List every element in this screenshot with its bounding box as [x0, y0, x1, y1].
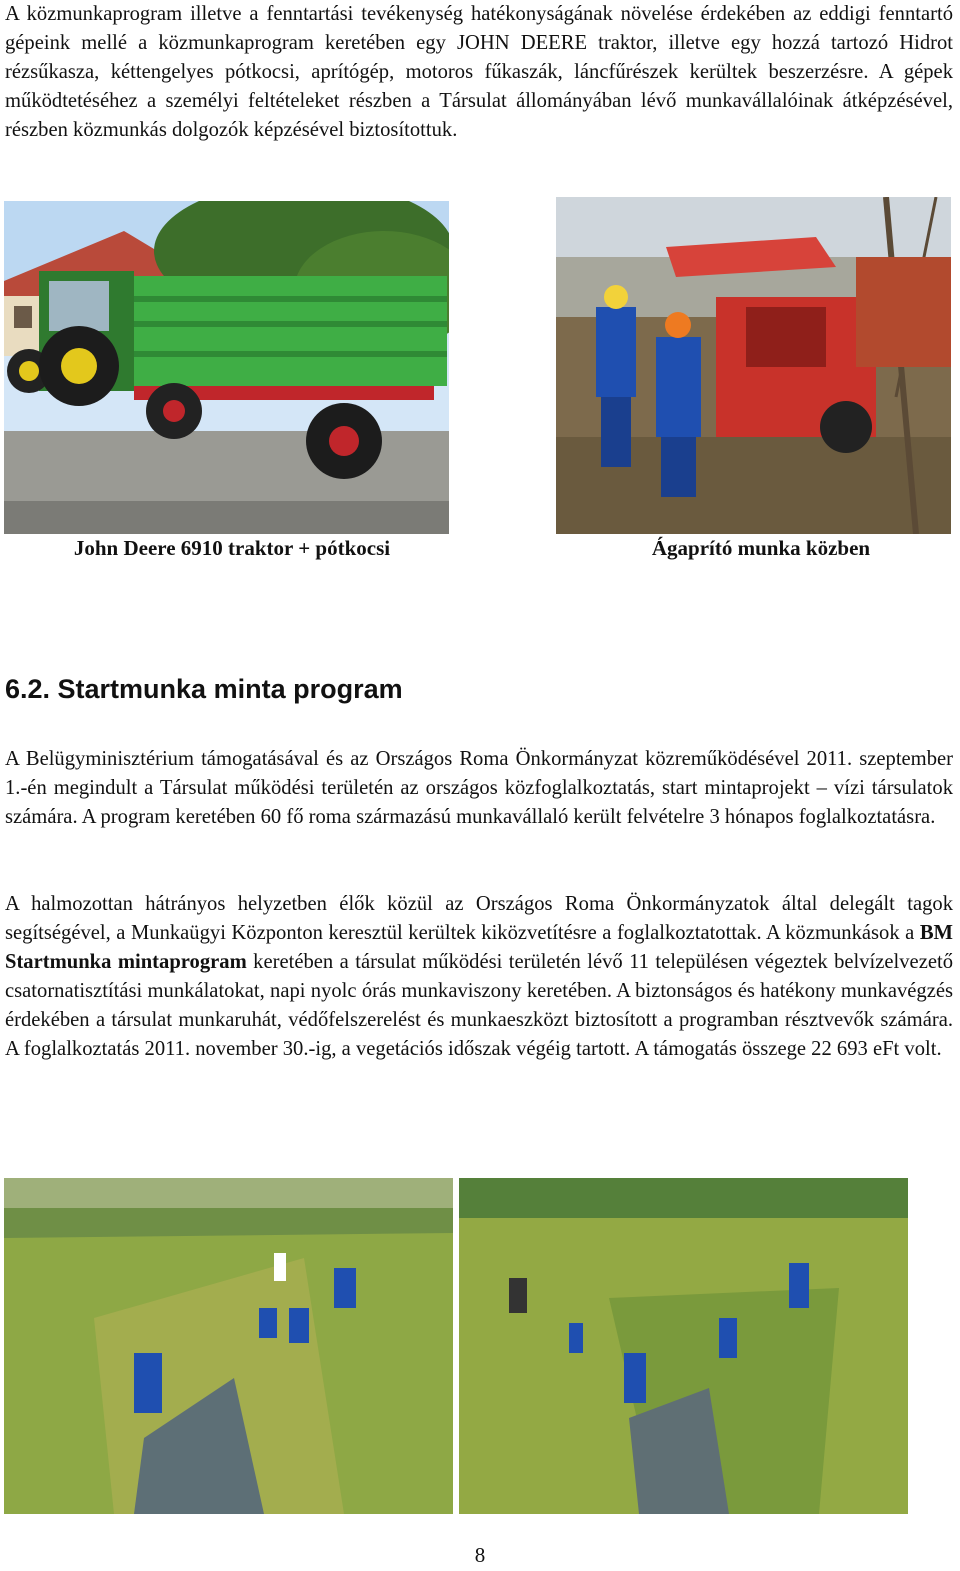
- paragraph-3-bold: BM Startmunka mintaprogram: [5, 922, 953, 973]
- tractor-photo: [4, 201, 449, 534]
- canal-workers-photo-left: [4, 1178, 453, 1514]
- paragraph-3: [5, 890, 953, 1064]
- caption-tractor: John Deere 6910 traktor + pótkocsi: [73, 536, 391, 560]
- intro-paragraph: A közmunkaprogram illetve a fenntartási tevékenység hatékonyságának növelése érdekében az eddigi fenntartó gépeink mellé a közmunkaprogram keretében egy JOHN DEERE traktor, illetve egy hozzá tartozó Hidrot rézsűkasza, kéttengelyes pótkocsi, aprítógép, motoros fűkaszák, láncfűrészek kerültek beszerzésre. A gépek működtetéséhez a személyi feltételeket részben a Társulat állományában lévő munkavállalóinak átképzésével, részben közmunkás dolgozók képzésével biztosítottuk.: [5, 3, 953, 141]
- paragraph-3-text-a: A halmozottan hátrányos helyzetben élők közül az Országos Roma Önkormányzatok által delegált tagok segítségével, a Munkaügyi Központon keresztül kerültek kiközvetítésre a foglalkoztatottak. A közmunkások a: [5, 893, 953, 944]
- paragraph-3-text-b: keretében a társulat működési területén lévő 11 településen végeztek belvízelvezető csatornatisztítási munkálatokat, napi nyolc órás munkaviszony keretében. A biztonságos és hatékony munkavégzés érdekében a társulat munkaruhát, védőfelszerelést és munkaeszközt biztosított a programban résztvevők számára. A foglalkoztatás 2011. november 30.-ig, a vegetációs időszak végéig tartott. A támogatás összege 22 693 eFt volt.: [5, 951, 953, 1060]
- section-heading: 6.2. Startmunka minta program: [5, 674, 403, 704]
- canal-workers-photo-right: [459, 1178, 908, 1514]
- chipper-photo: [556, 197, 951, 534]
- paragraph-2: A Belügyminisztérium támogatásával és az Országos Roma Önkormányzat közreműködésével 2011. szeptember 1.-én megindult a Társulat működési területén az országos közfoglalkoztatás, start mintaprojekt – vízi társulatok számára. A program keretében 60 fő roma származású munkavállaló került felvételre 3 hónapos foglalkoztatásra.: [5, 748, 953, 828]
- caption-chipper: Ágaprító munka közben: [651, 536, 871, 560]
- page-number: 8: [474, 1543, 486, 1567]
